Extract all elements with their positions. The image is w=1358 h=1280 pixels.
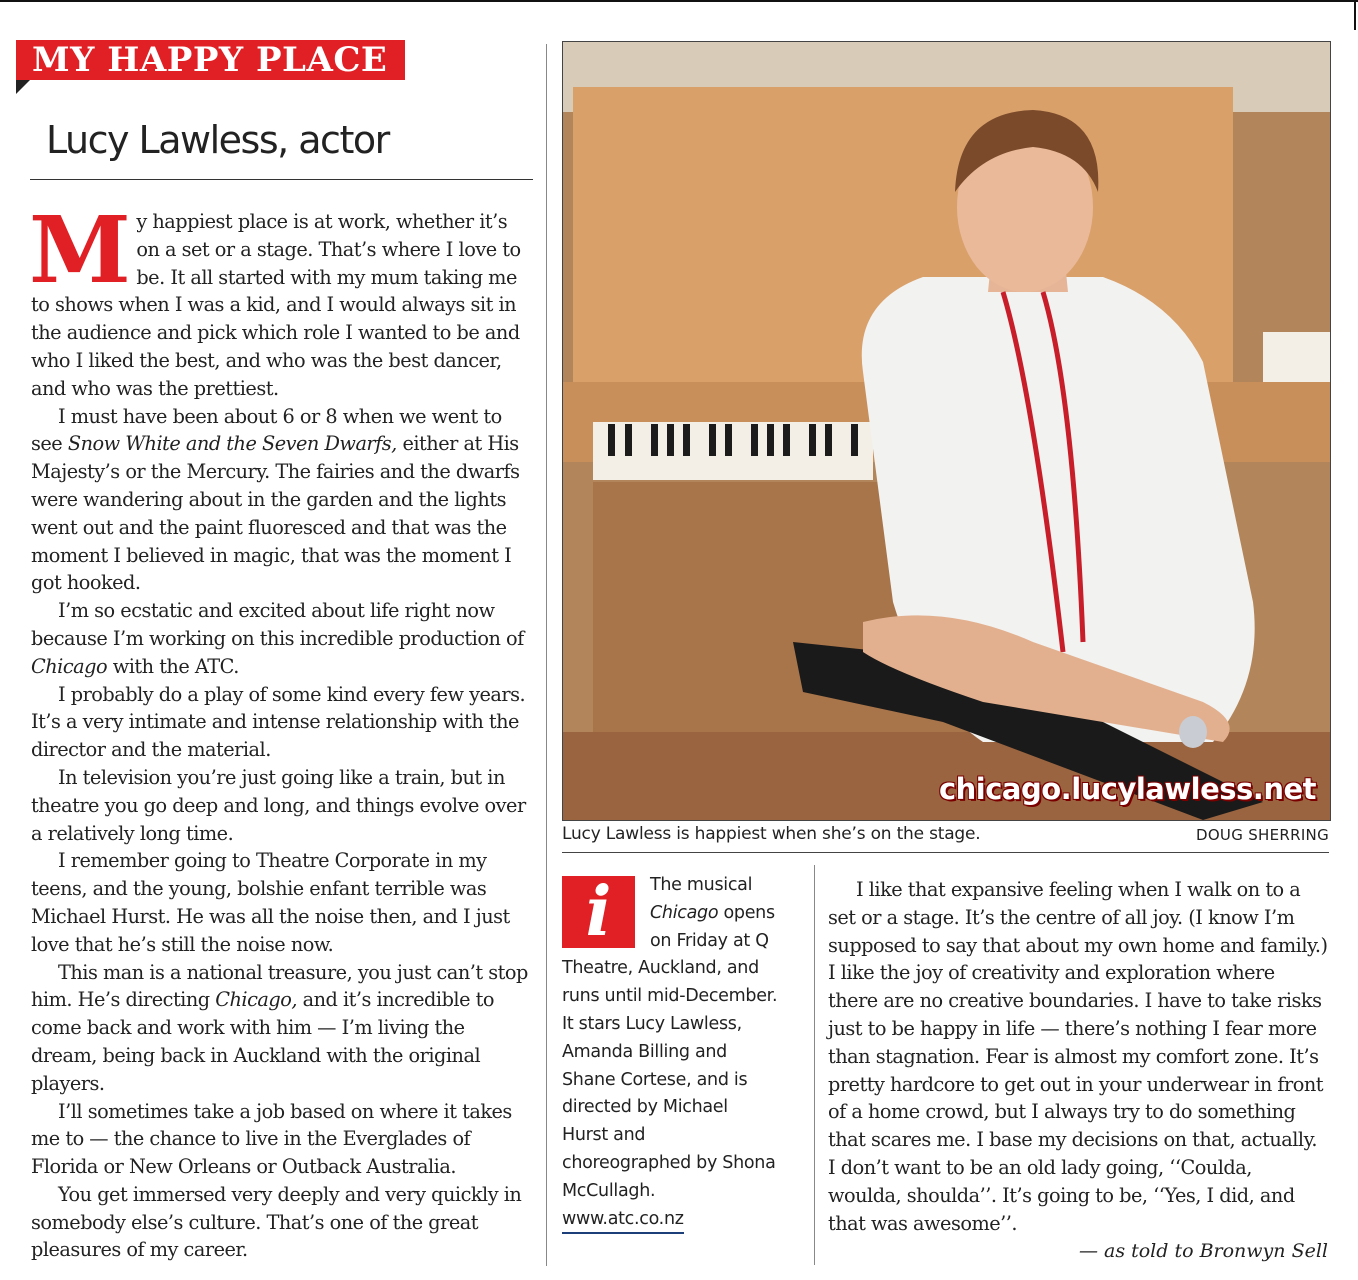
article-paragraph: I remember going to Theatre Corporate in my teens, and the young, bolshie enfant terrible was Michael Hurst. He was all the noise then, and I just love that he’s still the noise now. [31, 849, 510, 956]
show-title: Chicago, [215, 988, 297, 1012]
photo-caption: Lucy Lawless is happiest when she’s on the stage. [562, 824, 981, 844]
page-title: Lucy Lawless, actor [46, 118, 389, 162]
info-box [562, 872, 810, 1234]
info-line: McCullagh. [562, 1180, 656, 1201]
article-paragraph [31, 403, 533, 598]
paragraph-text: and it’s incredible to come back and work with him — I’m living the dream, being back in Auckland with the original players. [31, 988, 494, 1095]
info-line: runs until mid-December. [562, 986, 778, 1007]
show-title: Chicago [650, 902, 719, 923]
info-line: directed by Michael [562, 1097, 728, 1118]
caption-divider [562, 852, 1329, 853]
info-line: Hurst and [562, 1125, 646, 1146]
paragraph-text: This man is a national treasure, you just can’t stop him. He’s directing [31, 960, 528, 1012]
article-paragraph [31, 597, 533, 680]
article-paragraph: I like that expansive feeling when I walk on to a set or a stage. It’s the centre of all joy. (I know I’m supposed to say that about my own home and family.) I like the joy of creativity and exploration where there are no creative boundaries. I have to take risks just to be happy in life — there’s nothing I fear more than stagnation. Fear is almost my comfort zone. It’s pretty hardcore to get out in your underwear in front of a home crowd, but I always try to do something that scares me. I base my decisions on that, actually. I don’t want to be an old lady going, ‘‘Coulda, woulda, shoulda’’. It’s going to be, ‘‘Yes, I did, and that was awesome’’. [828, 878, 1328, 1235]
headline-divider [30, 179, 533, 180]
photo-credit: DOUG SHERRING [1195, 826, 1329, 844]
article-paragraph: I probably do a play of some kind every few years. It’s a very intimate and intense relationship with the director and the material. [31, 682, 526, 762]
website-link[interactable]: www.atc.co.nz [562, 1207, 684, 1234]
paragraph-text: either at His Majesty’s or the Mercury. The fairies and the dwarfs were wandering about in the garden and the lights went out and the paint fluoresced and that was the moment I believed in magic, that was the moment I got hooked. [31, 432, 520, 595]
column-divider [814, 865, 815, 1265]
info-line: It stars Lucy Lawless, [562, 1013, 742, 1034]
paragraph-text: y happiest place is at work, whether it’s on a set or a stage. That’s where I love to be. It all started with my mum taking me to shows when I was a kid, and I would always sit in the audience and pick which role I wanted to be and who I liked the best, and who was the best dancer, and who was the prettiest. [31, 210, 521, 400]
paragraph-text: I must have been about 6 or 8 when we went to see [31, 404, 502, 456]
kicker-tail [16, 80, 30, 94]
info-line-text: opens [718, 902, 775, 923]
info-line [562, 900, 810, 928]
info-icon-letter: i [585, 872, 612, 952]
top-right-rule [1354, 0, 1356, 30]
info-line: Theatre, Auckland, and [562, 958, 759, 979]
info-link-line [562, 1206, 810, 1234]
paragraph-text: I’m so ecstatic and excited about life right now because I’m working on this incredible production of [31, 599, 524, 650]
article-paragraph [29, 196, 533, 403]
article-paragraph [31, 959, 533, 1098]
photo-watermark: chicago.lucylawless.net [938, 772, 1316, 806]
info-line: The musical [650, 875, 753, 895]
article-column-main [29, 196, 533, 1264]
top-rule [0, 0, 1358, 2]
article-paragraph: I’ll sometimes take a job based on where it takes me to — the chance to live in the Everglades of Florida or New Orleans or Outback Australia. [31, 1099, 512, 1179]
article-paragraph: In television you’re just going like a train, but in theatre you go deep and long, and things evolve over a relatively long time. [31, 765, 526, 845]
show-title: Chicago [31, 654, 108, 678]
photo-illustration [563, 42, 1330, 820]
section-kicker: MY HAPPY PLACE [16, 40, 405, 80]
info-line: Amanda Billing and [562, 1041, 727, 1062]
info-line: Shane Cortese, and is [562, 1069, 748, 1090]
article-paragraph: You get immersed very deeply and very quickly in somebody else’s culture. That’s one of the great pleasures of my career. [31, 1182, 522, 1262]
show-title: Snow White and the Seven Dwarfs, [67, 432, 397, 456]
column-divider [546, 44, 547, 1266]
drop-cap: M [29, 196, 131, 304]
info-line: choreographed by Shona [562, 1152, 776, 1173]
paragraph-text: with the ATC. [107, 654, 239, 678]
portrait-photo [562, 41, 1331, 821]
info-line: on Friday at Q [650, 930, 769, 951]
article-column-right [828, 876, 1328, 1237]
author-signoff: — as told to Bronwyn Sell [1078, 1240, 1328, 1262]
